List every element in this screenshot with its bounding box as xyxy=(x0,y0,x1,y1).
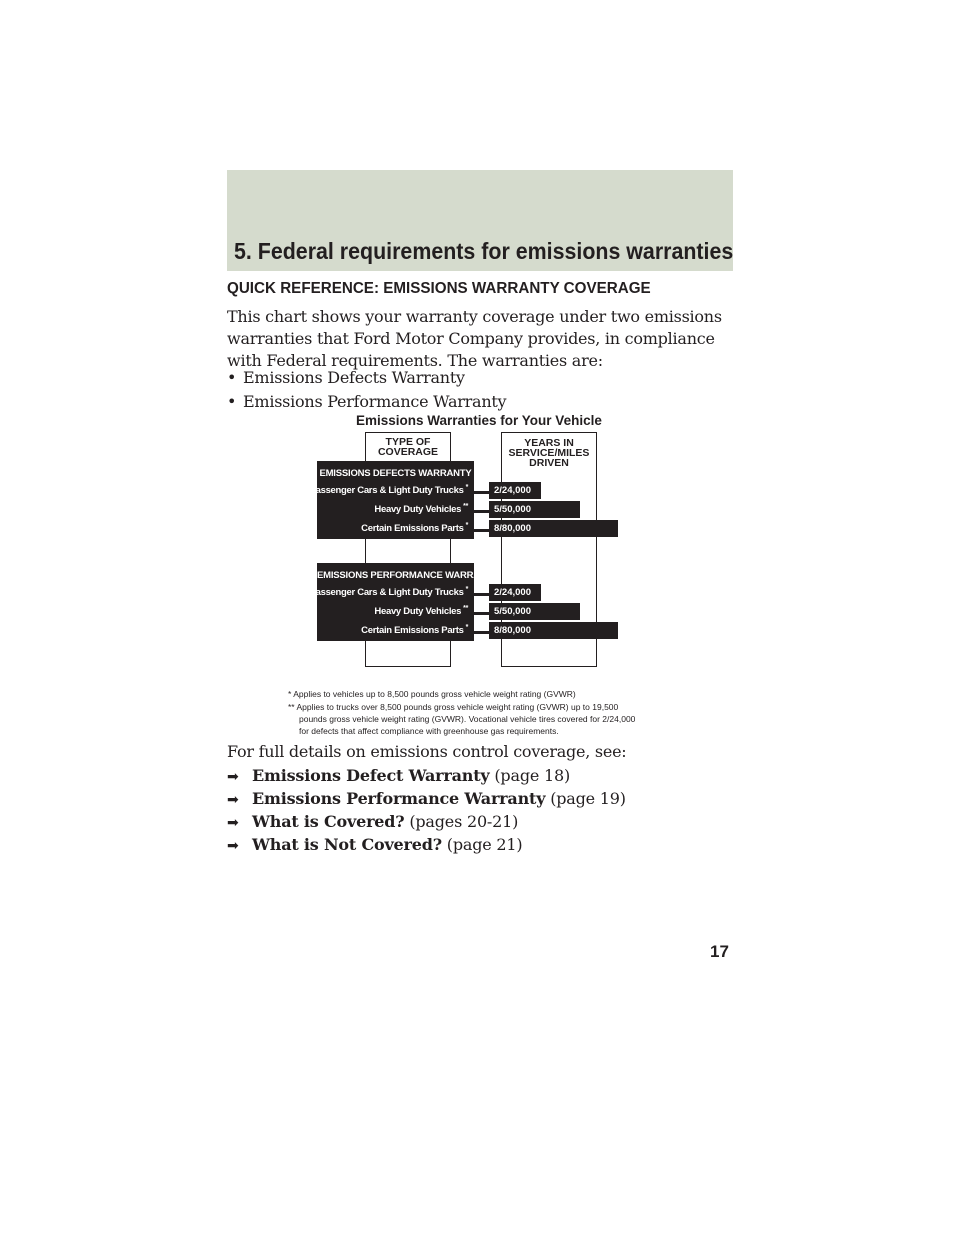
years-miles-header xyxy=(497,438,601,468)
coverage-row-text: Passenger Cars & Light Duty Trucks xyxy=(309,485,464,497)
link-title: What is Not Covered? xyxy=(252,835,442,854)
header-line: COVERAGE xyxy=(377,446,439,458)
link-pages: (pages 20-21) xyxy=(409,812,519,831)
coverage-row-label xyxy=(310,484,468,496)
chapter-title: 5. Federal requirements for emissions warranties xyxy=(234,238,734,264)
footnote-3: pounds gross vehicle weight rating (GVWR). Vocational vehicle tires covered for 2/24,000 xyxy=(299,714,636,724)
footnote-4: for defects that affect compliance with greenhouse gas requirements. xyxy=(299,726,559,736)
footnote-mark: * xyxy=(465,522,468,529)
footnote-mark: * xyxy=(465,484,468,491)
row-connector xyxy=(474,612,489,615)
warranty-group-title: EMISSIONS DEFECTS WARRANTY xyxy=(319,468,472,479)
coverage-bar: 2/24,000 xyxy=(489,584,541,601)
link-title: Emissions Defect Warranty xyxy=(252,766,490,785)
reference-link-what-is-covered[interactable] xyxy=(227,812,518,831)
arrow-right-icon: ➡ xyxy=(227,815,239,831)
details-intro: For full details on emissions control coverage, see: xyxy=(227,742,627,761)
header-line: DRIVEN xyxy=(529,457,569,469)
coverage-bar: 8/80,000 xyxy=(489,622,618,639)
link-title: What is Covered? xyxy=(252,812,405,831)
bullet-item xyxy=(227,392,506,411)
coverage-row-text: Certain Emissions Parts xyxy=(361,523,464,535)
page-number: 17 xyxy=(710,942,729,961)
bullet-dot: • xyxy=(227,368,237,387)
coverage-bar: 5/50,000 xyxy=(489,603,580,620)
coverage-bar: 5/50,000 xyxy=(489,501,580,518)
row-connector xyxy=(474,491,489,494)
footnote-mark: ** xyxy=(463,605,468,612)
bullet-text: Emissions Defects Warranty xyxy=(243,368,465,387)
coverage-bar: 8/80,000 xyxy=(489,520,618,537)
reference-link-what-is-not-covered[interactable] xyxy=(227,835,522,854)
footnote-mark: ** xyxy=(463,503,468,510)
arrow-right-icon: ➡ xyxy=(227,838,239,854)
link-pages: (page 21) xyxy=(446,835,523,854)
coverage-row-label xyxy=(361,624,468,636)
intro-paragraph: This chart shows your warranty coverage under two emissions warranties that Ford Motor Company provides, in compliance with Federal requirements. The warranties are: xyxy=(227,307,722,370)
header-line: SERVICE/MILES xyxy=(508,447,590,459)
coverage-row-text: Heavy Duty Vehicles xyxy=(374,504,462,516)
coverage-row-label xyxy=(310,586,468,598)
coverage-row-label xyxy=(374,503,468,515)
chart-title: Emissions Warranties for Your Vehicle xyxy=(356,413,602,428)
coverage-row-text: Certain Emissions Parts xyxy=(361,625,464,637)
coverage-row-label xyxy=(374,605,468,617)
section-heading: QUICK REFERENCE: EMISSIONS WARRANTY COVERAGE xyxy=(227,280,651,297)
footnote-mark: * xyxy=(465,586,468,593)
bullet-item xyxy=(227,368,465,387)
header-line: TYPE OF xyxy=(385,436,431,448)
arrow-right-icon: ➡ xyxy=(227,769,239,785)
coverage-row-text: Heavy Duty Vehicles xyxy=(374,606,462,618)
link-title: Emissions Performance Warranty xyxy=(252,789,546,808)
footnote-mark: * xyxy=(465,624,468,631)
row-connector xyxy=(474,529,489,532)
warranty-group-title: EMISSIONS PERFORMANCE WARRANTY xyxy=(317,570,499,581)
coverage-row-text: Passenger Cars & Light Duty Trucks xyxy=(309,587,464,599)
row-connector xyxy=(474,631,489,634)
row-connector xyxy=(474,593,489,596)
footnote-2: ** Applies to trucks over 8,500 pounds gross vehicle weight rating (GVWR) up to 19,500 xyxy=(288,702,619,712)
header-line: YEARS IN xyxy=(524,437,574,449)
link-pages: (page 19) xyxy=(550,789,626,808)
row-connector xyxy=(474,510,489,513)
type-of-coverage-header xyxy=(365,437,451,457)
reference-link-emissions-defect[interactable] xyxy=(227,766,570,785)
coverage-bar: 2/24,000 xyxy=(489,482,541,499)
coverage-row-label xyxy=(361,522,468,534)
footnote-1: * Applies to vehicles up to 8,500 pounds gross vehicle weight rating (GVWR) xyxy=(288,689,576,699)
bullet-text: Emissions Performance Warranty xyxy=(243,392,507,411)
reference-link-emissions-performance[interactable] xyxy=(227,789,626,808)
bullet-dot: • xyxy=(227,392,237,411)
link-pages: (page 18) xyxy=(494,766,571,785)
arrow-right-icon: ➡ xyxy=(227,792,239,808)
